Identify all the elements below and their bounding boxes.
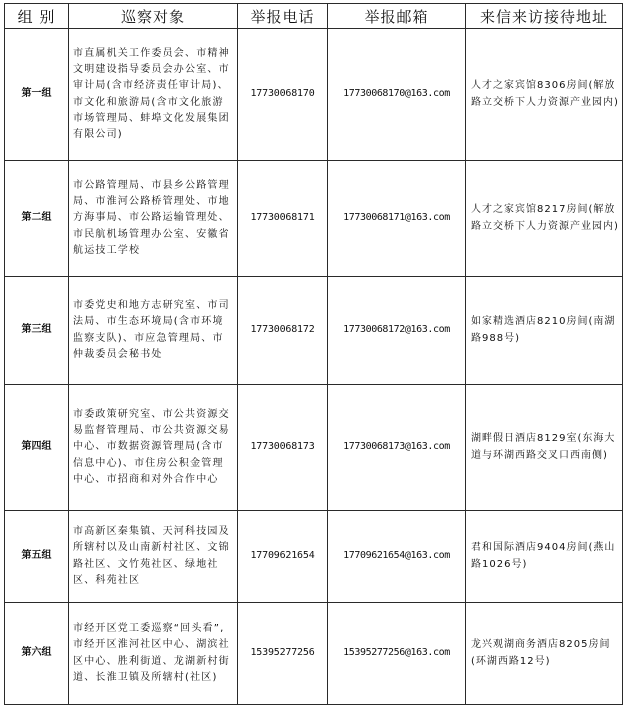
address-cell: 君和国际酒店9404房间(燕山路1026号)	[466, 511, 623, 603]
targets-cell: 市高新区秦集镇、天河科技园及所辖村以及山南新村社区、文锦路社区、文竹苑社区、绿地社区、科苑社区	[69, 511, 238, 603]
email-cell[interactable]: 15395277256@163.com	[328, 603, 466, 705]
table-row	[5, 277, 623, 385]
table-row	[5, 385, 623, 511]
group-cell: 第六组	[5, 603, 69, 705]
table-row	[5, 161, 623, 277]
header-address: 来信来访接待地址	[466, 4, 623, 29]
targets-cell: 市委党史和地方志研究室、市司法局、市生态环境局(含市环境监察支队)、市应急管理局、市仲裁委员会秘书处	[69, 277, 238, 385]
table-row	[5, 29, 623, 161]
group-cell: 第五组	[5, 511, 69, 603]
phone-cell: 17730068173	[238, 385, 328, 511]
phone-cell: 17730068172	[238, 277, 328, 385]
targets-cell: 市公路管理局、市县乡公路管理局、市淮河公路桥管理处、市地方海事局、市公路运输管理处、市民航机场管理办公室、安徽省航运技工学校	[69, 161, 238, 277]
group-cell: 第三组	[5, 277, 69, 385]
targets-cell: 市直属机关工作委员会、市精神文明建设指导委员会办公室、市审计局(含市经济责任审计局)、市文化和旅游局(含市文化旅游市场管理局、蚌埠文化发展集团有限公司)	[69, 29, 238, 161]
targets-cell: 市委政策研究室、市公共资源交易监督管理局、市公共资源交易中心、市数据资源管理局(含市信息中心)、市住房公积金管理中心、市招商和对外合作中心	[69, 385, 238, 511]
address-cell: 人才之家宾馆8217房间(解放路立交桥下人力资源产业园内)	[466, 161, 623, 277]
table-row	[5, 511, 623, 603]
email-cell[interactable]: 17730068171@163.com	[328, 161, 466, 277]
email-cell[interactable]: 17730068172@163.com	[328, 277, 466, 385]
header-targets: 巡察对象	[69, 4, 238, 29]
header-group: 组 别	[5, 4, 69, 29]
header-phone: 举报电话	[238, 4, 328, 29]
phone-cell: 15395277256	[238, 603, 328, 705]
group-cell: 第四组	[5, 385, 69, 511]
email-cell[interactable]: 17709621654@163.com	[328, 511, 466, 603]
table-header-row	[5, 4, 623, 29]
group-cell: 第二组	[5, 161, 69, 277]
phone-cell: 17709621654	[238, 511, 328, 603]
phone-cell: 17730068170	[238, 29, 328, 161]
group-cell: 第一组	[5, 29, 69, 161]
address-cell: 如家精选酒店8210房间(南湖路988号)	[466, 277, 623, 385]
phone-cell: 17730068171	[238, 161, 328, 277]
targets-cell: 市经开区党工委巡察“回头看”,市经开区淮河社区中心、湖滨社区中心、胜利街道、龙湖新村街道、长淮卫镇及所辖村(社区)	[69, 603, 238, 705]
address-cell: 人才之家宾馆8306房间(解放路立交桥下人力资源产业园内)	[466, 29, 623, 161]
email-cell[interactable]: 17730068173@163.com	[328, 385, 466, 511]
address-cell: 龙兴观湖商务酒店8205房间(环湖西路12号)	[466, 603, 623, 705]
table-row	[5, 603, 623, 705]
address-cell: 湖畔假日酒店8129室(东海大道与环湖西路交叉口西南侧)	[466, 385, 623, 511]
header-email: 举报邮箱	[328, 4, 466, 29]
patrol-table	[4, 3, 623, 705]
email-cell[interactable]: 17730068170@163.com	[328, 29, 466, 161]
